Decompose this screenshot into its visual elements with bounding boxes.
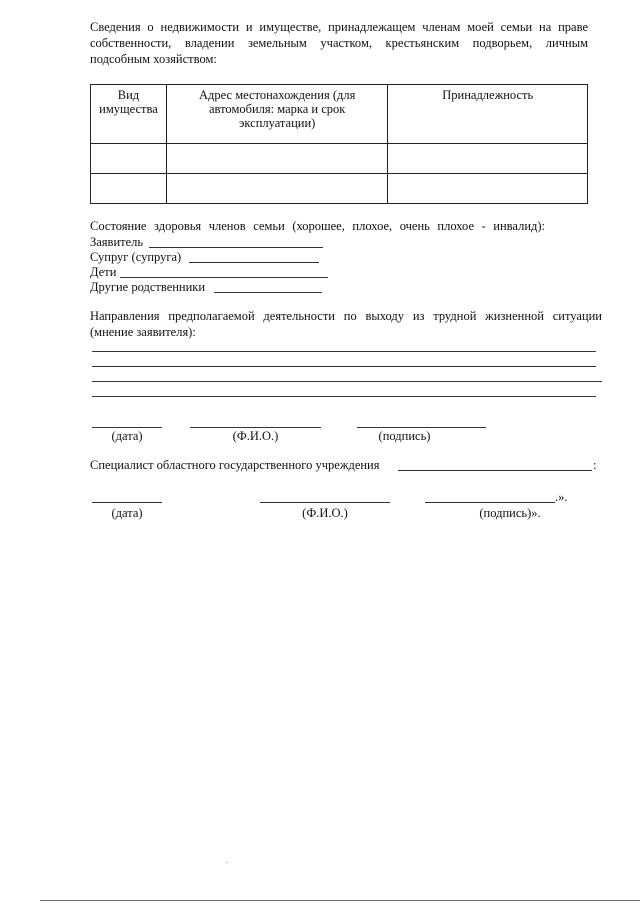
- signature-caption: (подпись)».: [479, 506, 541, 520]
- signature-caption: (подпись): [378, 429, 431, 443]
- table-header-row: [91, 85, 588, 144]
- table-row: [91, 144, 588, 174]
- scan-speck: [226, 862, 227, 863]
- intro-line-2: собственности, владении земельным участком, крестьянским подворьем, личным: [90, 36, 588, 50]
- children-label: Дети: [90, 265, 117, 279]
- signature-field[interactable]: [425, 502, 555, 503]
- fio-field[interactable]: [190, 427, 321, 428]
- property-table: [90, 84, 588, 204]
- table-row: [91, 174, 588, 204]
- date-field[interactable]: [92, 427, 162, 428]
- date-caption: (дата): [111, 429, 143, 443]
- table-cell[interactable]: [388, 144, 588, 174]
- date-caption: (дата): [111, 506, 143, 520]
- health-title: Состояние здоровья членов семьи (хорошее, плохое, очень плохое - инвалид):: [90, 219, 545, 233]
- relatives-field[interactable]: [214, 292, 322, 293]
- closing-mark: .».: [555, 490, 568, 504]
- header-text: имущества: [99, 102, 158, 116]
- header-text: Адрес местонахождения (для: [199, 88, 356, 102]
- page-bottom-edge: [40, 900, 640, 901]
- spouse-field[interactable]: [189, 262, 319, 263]
- directions-field-line[interactable]: [92, 381, 602, 382]
- signature-field[interactable]: [357, 427, 486, 428]
- applicant-field[interactable]: [149, 247, 323, 248]
- directions-line-2: (мнение заявителя):: [90, 325, 196, 339]
- fio-field[interactable]: [260, 502, 390, 503]
- applicant-label: Заявитель: [90, 235, 144, 249]
- header-text: автомобиля: марка и срок: [209, 102, 346, 116]
- specialist-colon: :: [593, 458, 597, 472]
- directions-field-line[interactable]: [92, 366, 596, 367]
- header-text: эксплуатации): [239, 116, 316, 130]
- date-field[interactable]: [92, 502, 162, 503]
- directions-line-1: Направления предполагаемой деятельности по выходу из трудной жизненной ситуации: [90, 309, 602, 323]
- directions-field-line[interactable]: [92, 351, 596, 352]
- table-cell[interactable]: [91, 174, 167, 204]
- table-cell[interactable]: [166, 174, 387, 204]
- specialist-field[interactable]: [398, 470, 592, 471]
- fio-caption: (Ф.И.О.): [302, 506, 348, 520]
- table-cell[interactable]: [91, 144, 167, 174]
- header-property-type: [91, 85, 167, 144]
- specialist-label: Специалист областного государственного учреждения: [90, 458, 380, 472]
- fio-caption: (Ф.И.О.): [232, 429, 279, 443]
- children-field[interactable]: [120, 277, 328, 278]
- table-cell[interactable]: [388, 174, 588, 204]
- intro-line-1: Сведения о недвижимости и имуществе, принадлежащем членам моей семьи на праве: [90, 20, 588, 34]
- relatives-label: Другие родственники: [90, 280, 206, 294]
- directions-field-line[interactable]: [92, 396, 596, 397]
- header-ownership: [388, 85, 588, 144]
- header-text: Принадлежность: [442, 88, 534, 102]
- header-address: [166, 85, 387, 144]
- spouse-label: Супруг (супруга): [90, 250, 182, 264]
- intro-line-3: подсобным хозяйством:: [90, 52, 217, 66]
- header-text: Вид: [117, 88, 140, 102]
- table-cell[interactable]: [166, 144, 387, 174]
